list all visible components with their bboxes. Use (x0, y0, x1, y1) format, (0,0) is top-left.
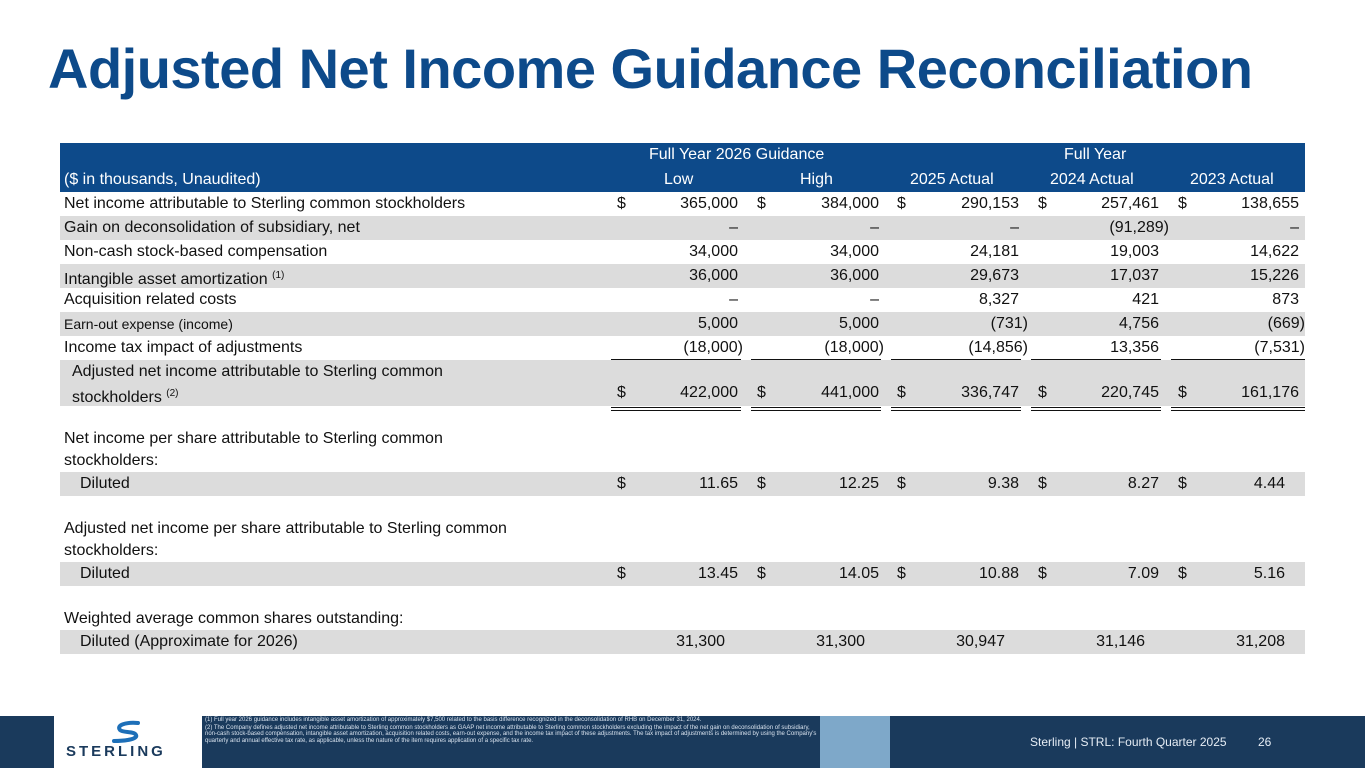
cell-2025: 10.88 (978, 565, 1019, 582)
cell-2025: 336,747 (961, 384, 1019, 401)
cell-high: 14.05 (838, 565, 879, 582)
table-row (60, 288, 1305, 312)
table-row (60, 630, 1305, 654)
sterling-logo-mark-icon (108, 720, 148, 744)
currency-symbol: $ (617, 195, 626, 212)
row-label: Gain on deconsolidation of subsidiary, net (64, 219, 360, 236)
cell-low: 13.45 (697, 565, 738, 582)
header-col-high: High (800, 171, 833, 188)
currency-symbol: $ (1178, 195, 1187, 212)
shares-section-heading: Weighted average common shares outstanding: (64, 610, 404, 627)
cell-low: 11.65 (699, 475, 738, 492)
double-underline (891, 407, 1021, 411)
row-label: Non-cash stock-based compensation (64, 243, 328, 260)
cell-high: 5,000 (838, 315, 879, 332)
currency-symbol: $ (897, 475, 906, 492)
double-underline (611, 407, 741, 411)
row-label: Diluted (80, 565, 130, 582)
cell-2024: 13,356 (1110, 339, 1159, 356)
header-col-2023: 2023 Actual (1190, 171, 1274, 188)
cell-2023: 161,176 (1241, 384, 1299, 401)
currency-symbol: $ (1038, 475, 1047, 492)
cell-high: 36,000 (830, 267, 879, 284)
footer-bar (0, 716, 1365, 768)
cell-2025: (14,856) (968, 339, 1028, 356)
adj-eps-section-heading (60, 518, 1305, 562)
header-guidance-group: Full Year 2026 Guidance (649, 146, 825, 163)
total-label-line1: Adjusted net income attributable to Sterling common (72, 363, 443, 380)
currency-symbol: $ (617, 384, 626, 401)
cell-2023: 4.44 (1253, 475, 1285, 492)
table-row (60, 336, 1305, 360)
double-underline (1031, 407, 1161, 411)
eps-heading-line2: stockholders: (64, 452, 159, 469)
footnote-1: (1) Full year 2026 guidance includes intangible asset amortization of approximately $7,500 related to the basis difference recognized in the deconsolidation of RHB on December 31, 2024. (205, 717, 702, 723)
header-units-label: ($ in thousands, Unaudited) (64, 171, 261, 188)
cell-2025: 30,947 (956, 633, 1005, 650)
table-row (60, 472, 1305, 496)
sterling-logo (54, 716, 202, 768)
cell-high: 34,000 (830, 243, 879, 260)
cell-2023: 873 (1272, 291, 1299, 308)
eps-heading-line1: Net income per share attributable to Sterling common (64, 430, 443, 447)
currency-symbol: $ (1038, 565, 1047, 582)
cell-2025: 9.38 (987, 475, 1019, 492)
currency-symbol: $ (757, 565, 766, 582)
currency-symbol: $ (1178, 384, 1187, 401)
row-label: Net income attributable to Sterling common stockholders (64, 195, 466, 212)
cell-low: 31,300 (676, 633, 725, 650)
table-header (60, 143, 1305, 192)
row-label-text: Intangible asset amortization (64, 271, 268, 288)
table-row (60, 562, 1305, 586)
cell-2024: 220,745 (1101, 384, 1159, 401)
footer-accent-block (820, 716, 890, 768)
total-label (72, 361, 443, 409)
page-title: Adjusted Net Income Guidance Reconciliation (48, 37, 1253, 100)
cell-low: (18,000) (683, 339, 743, 356)
eps-section-heading (60, 428, 1305, 472)
row-label: Diluted (80, 475, 130, 492)
currency-symbol: $ (757, 195, 766, 212)
double-underline (751, 407, 881, 411)
adj-eps-heading-line1: Adjusted net income per share attributable to Sterling common (64, 520, 507, 537)
cell-2024: 257,461 (1101, 195, 1159, 212)
table-row (60, 240, 1305, 264)
cell-2024: 8.27 (1127, 475, 1159, 492)
cell-2024: (91,289) (1109, 219, 1169, 236)
cell-2024: 7.09 (1127, 565, 1159, 582)
cell-high: 384,000 (821, 195, 879, 212)
cell-low: 34,000 (689, 243, 738, 260)
adj-eps-heading-line2: stockholders: (64, 542, 159, 559)
footer-company-quarter: Sterling | STRL: Fourth Quarter 2025 (1030, 735, 1227, 749)
cell-2025: 24,181 (970, 243, 1019, 260)
cell-low: 5,000 (697, 315, 738, 332)
currency-symbol: $ (757, 475, 766, 492)
header-col-2025: 2025 Actual (910, 171, 994, 188)
cell-2023: 5.16 (1253, 565, 1285, 582)
footnotes (205, 716, 817, 745)
currency-symbol: $ (1178, 565, 1187, 582)
page-number: 26 (1258, 735, 1272, 749)
cell-2025: (731) (990, 315, 1028, 332)
cell-2024: 19,003 (1110, 243, 1159, 260)
currency-symbol: $ (897, 384, 906, 401)
table-row (60, 192, 1305, 216)
cell-low: 36,000 (689, 267, 738, 284)
cell-2023: 138,655 (1241, 195, 1299, 212)
cell-low: – (729, 219, 738, 236)
cell-2024: 4,756 (1118, 315, 1159, 332)
currency-symbol: $ (1038, 384, 1047, 401)
cell-2023: 14,622 (1250, 243, 1299, 260)
cell-2024: 31,146 (1096, 633, 1145, 650)
cell-high: 31,300 (816, 633, 865, 650)
header-col-2024: 2024 Actual (1050, 171, 1134, 188)
row-label: Earn-out expense (income) (64, 316, 233, 332)
cell-low: – (729, 291, 738, 308)
table-row (60, 264, 1305, 288)
cell-high: – (870, 291, 879, 308)
total-row (60, 360, 1305, 406)
currency-symbol: $ (897, 195, 906, 212)
table-row (60, 216, 1305, 240)
cell-2025: 8,327 (978, 291, 1019, 308)
cell-low: 422,000 (680, 384, 738, 401)
row-label: Diluted (Approximate for 2026) (80, 633, 298, 650)
cell-2024: 17,037 (1110, 267, 1159, 284)
footnote-2: (2) The Company defines adjusted net income attributable to Sterling common stockholders as GAAP net income attributable to Sterling common stockholders excluding the impact of the net gain on deconsolidation of subsidiary, non-cash stock-based compensation, intangible asset amortization, acquisition related costs, earn-out expense, and the income tax impact of these adjustments. The tax impact of adjustments is determined by using the Company's quarterly and annual effective tax rate, as applicable, unless the nature of the item requires application of a specific tax rate. (205, 724, 817, 744)
currency-symbol: $ (897, 565, 906, 582)
cell-2023: 31,208 (1236, 633, 1285, 650)
cell-high: 12.25 (838, 475, 879, 492)
cell-2023: (669) (1267, 315, 1305, 332)
header-col-low: Low (664, 171, 694, 188)
row-label: Acquisition related costs (64, 291, 237, 308)
cell-2025: 29,673 (970, 267, 1019, 284)
row-label: Income tax impact of adjustments (64, 339, 303, 356)
cell-2023: – (1290, 219, 1299, 236)
currency-symbol: $ (757, 384, 766, 401)
footnote-ref: (2) (166, 388, 179, 399)
cell-high: – (870, 219, 879, 236)
cell-2023: 15,226 (1250, 267, 1299, 284)
reconciliation-table (60, 143, 1305, 654)
cell-2024: 421 (1132, 291, 1159, 308)
currency-symbol: $ (617, 475, 626, 492)
double-underline (1171, 407, 1305, 411)
total-label-line2: stockholders (72, 389, 162, 406)
logo-wordmark: STERLING (66, 743, 166, 760)
cell-high: 441,000 (821, 384, 879, 401)
cell-2025: – (1010, 219, 1019, 236)
currency-symbol: $ (1178, 475, 1187, 492)
table-row (60, 312, 1305, 336)
header-fullyear-group: Full Year (1064, 146, 1127, 163)
cell-2025: 290,153 (961, 195, 1019, 212)
cell-high: (18,000) (824, 339, 884, 356)
cell-low: 365,000 (680, 195, 738, 212)
currency-symbol: $ (1038, 195, 1047, 212)
currency-symbol: $ (617, 565, 626, 582)
footnote-ref: (1) (272, 270, 285, 281)
cell-2023: (7,531) (1254, 339, 1305, 356)
